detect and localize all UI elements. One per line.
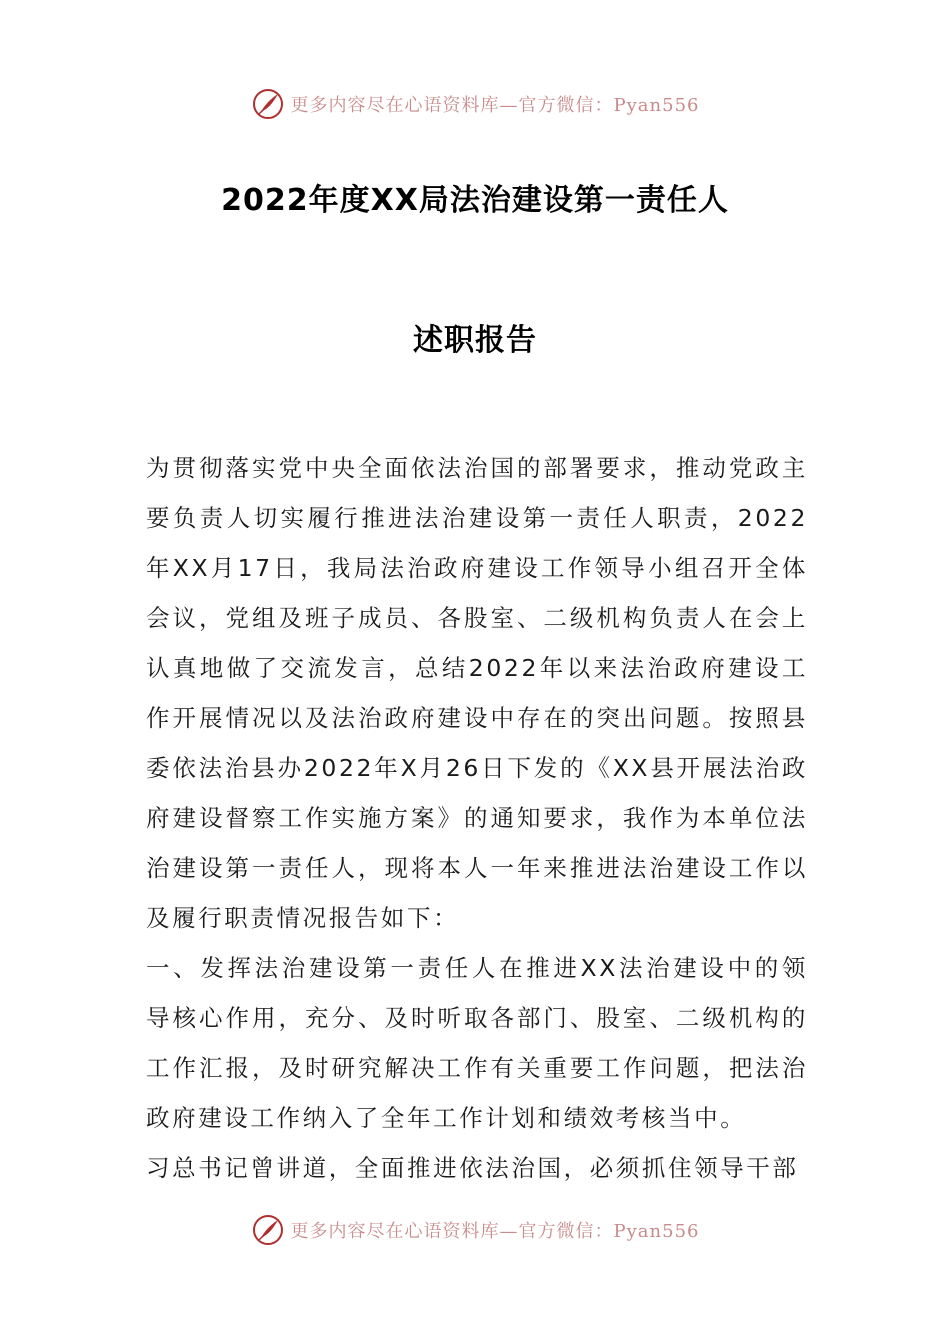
document-body bbox=[146, 443, 808, 1193]
document-title-line1: 2022年度XX局法治建设第一责任人 bbox=[221, 183, 729, 218]
paragraph-continued: 习总书记曾讲道，全面推进依法治国，必须抓住领导干部 bbox=[146, 1154, 799, 1182]
feather-pen-logo-icon bbox=[251, 1213, 285, 1247]
footer-watermark bbox=[0, 1210, 950, 1250]
header-watermark bbox=[0, 84, 950, 124]
paragraph-intro: 为贯彻落实党中央全面依法治国的部署要求，推动党政主要负责人切实履行推进法治建设第一责任人职责，2022年XX月17日，我局法治政府建设工作领导小组召开全体会议，党组及班子成员、各股室、二级机构负责人在会上认真地做了交流发言，总结2022年以来法治政府建设工作开展情况以及法治政府建设中存在的突出问题。按照县委依法治县办2022年X月26日下发的《XX县开展法治政府建设督察工作实施方案》的通知要求，我作为本单位法治建设第一责任人，现将本人一年来推进法治建设工作以及履行职责情况报告如下： bbox=[146, 454, 808, 932]
watermark-text: 更多内容尽在心语资料库—官方微信：Pyan556 bbox=[290, 95, 700, 116]
document-title-line2: 述职报告 bbox=[413, 323, 537, 358]
paragraph-section-one: 一、发挥法治建设第一责任人在推进XX法治建设中的领导核心作用，充分、及时听取各部门、股室、二级机构的工作汇报，及时研究解决工作有关重要工作问题，把法治政府建设工作纳入了全年工作计划和绩效考核当中。 bbox=[146, 954, 808, 1132]
feather-pen-logo-icon bbox=[251, 87, 285, 121]
watermark-text: 更多内容尽在心语资料库—官方微信：Pyan556 bbox=[290, 1221, 700, 1242]
